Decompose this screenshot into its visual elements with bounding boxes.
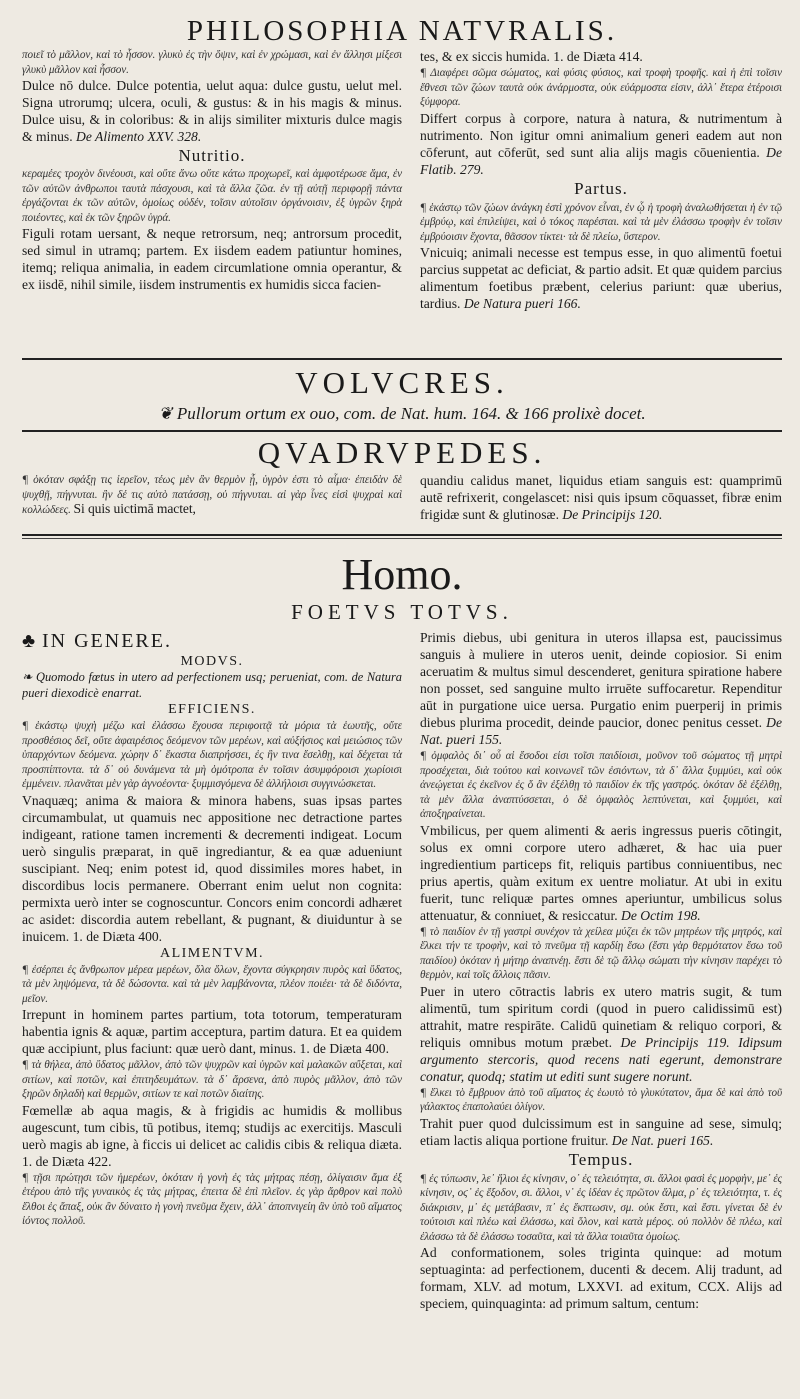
- latin-passage: [420, 983, 782, 1085]
- greek-text: τὸ παιδίον ἐν τῇ γαστρὶ συνέχον τὰ χείλεα μύζει ἐκ τῶν μητρέων τῆς μητρός, καὶ ἕλκει τήν τε τροφὴν, καὶ τὸ πνεῦμα τῇ καρδίῃ ἔσω (ἔστι γὰρ θερμότατον ἔσω τοῦ παιδίου) ὁκόταν ἡ μήτηρ ἀναπνέῃ. ἔστι δὲ τῷ ἄλλῳ σώματι τὴν κίνησιν παρέχει τὸ θερμὸν, καὶ τοῖς ἄλλοις πᾶσιν.: [420, 925, 782, 981]
- latin-text: Dulce nō dulce. Dulce potentia, uelut aqua: dulce gustu, uelut mel. Signa utrorumq; ulcera, oculi, & gustus: & in his magis & minus. Dulce uisu, & in coloribus: & in alijs similiter mixturis dulce magis & minus.: [22, 78, 402, 144]
- divider-rule: [22, 430, 782, 432]
- clover-icon: ♣: [22, 630, 38, 652]
- subsection-title-foetus: FOETVS TOTVS.: [291, 600, 513, 624]
- greek-text: ὁκόταν σφάξῃ τις ἱερεῖον, τέως μὲν ἂν θερμὸν ᾖ, ὑγρὸν ἐστι τὸ αἷμα· ἐπειδὰν δὲ ψυχθῇ, πήγνυται. ἢν δέ τις αὐτὸ πατάσσῃ, οὐ πήγνυται. αἱ γὰρ ἶνες εἰσὶ ψυχραὶ καὶ κολλώδεες.: [22, 474, 402, 516]
- homo-columns: [22, 629, 782, 1399]
- latin-passage: Ad conformationem, soles triginta quinque: ad motum septuaginta: ad perfectionem, ducenti & decem. Alij tradunt, ad formam, XLV. ad motum, LXXVI. ad exitum, CCX. Alijs ad speciem, quinquaginta: ad primum saltum, centum:: [420, 1245, 782, 1311]
- quadrupedes-right: [420, 472, 782, 524]
- latin-text: quandiu calidus manet, liquidus etiam sanguis est: quamprimū autē refrixerit, congelascet: nisi quis ipsum cōquasset, fibræ enim frigidæ sunt & glutinosæ.: [420, 473, 782, 522]
- citation: 1. de Diæta 400.: [72, 928, 163, 944]
- latin-passage: [420, 822, 782, 924]
- greek-passage: [420, 1085, 782, 1115]
- greek-passage: [22, 1057, 402, 1102]
- quadrupedes-columns: [22, 472, 782, 524]
- heading-modus: MODVS.: [180, 654, 244, 669]
- latin-text: Si quis uictimā mactet,: [73, 501, 196, 516]
- greek-text: ὀμφαλὸς δι᾽ οὗ αἱ ἔσοδοι εἰσι τοῖσι παιδίοισι, μοῦνον τοῦ σώματος τῇ μητρὶ προσέχεται, διὰ τούτου καὶ κοινωνεῖ τῶν ἐσιόντων, τὰ δ᾽ ἄλλα ξυμμύει, καὶ οὐκ ἀνεῴγεται ἐς ἐκεῖνον ἐς ὅ ἂν ἐξέλθῃ τὸ παιδίον ἐκ τῆς γαστρός. ὁκόταν δὲ ἐξέλθῃ, τὰ μὲν ἄλλα ἀναπτύσσεται, ὁ δὲ ὀμφαλὸς λεπτύνεται, καὶ ξυμμύει, καὶ ἀποξηραίνεται.: [420, 750, 782, 820]
- latin-text: tes, & ex siccis humida.: [420, 49, 550, 64]
- greek-passage: [420, 1171, 782, 1245]
- divider-rule: [22, 358, 782, 360]
- latin-passage: [22, 77, 402, 145]
- pilcrow-icon: ¶: [420, 1084, 431, 1099]
- divider-rule-thin: [22, 538, 782, 539]
- fleuron-icon: ❧: [22, 670, 36, 684]
- heading-in-genere: [22, 629, 402, 653]
- latin-text: Primis diebus, ubi genitura in uteros illapsa est, paucissimus sanguis à muliere in uteros uenit, deinde copiosior. Si enim aceruatim & multus simul descenderet, genitura spiratione habere non posset, sed sanguine multo irruēte suffocaretur. Rependitur aūt in purgatione uice uersa. Purgatio enim puerperij in primis diebus plurima procedit, deinde paucior, donec penitus cesset.: [420, 630, 782, 730]
- volucres-note: [22, 402, 782, 426]
- modus-note-text: Quomodo fœtus in utero ad perfectionem usq; perueniat, com. de Natura pueri diexodicè enarrat.: [22, 670, 402, 700]
- latin-passage: [420, 472, 782, 523]
- latin-text: Vmbilicus, per quem alimenti & aeris ingressus pueris cōtingit, solus ex omni corpore utero adhæret, & hac uia puer ingredientium particeps fit, reliquis partibus conniuentibus, nec prius apertis, quàm exitum ex uentre moliatur. At ubi in exitu fuerit, tunc reliquæ partes omnes aperiuntur, umbilicus solus attenuatur, & conniuet, & resiccatur.: [420, 822, 782, 923]
- pilcrow-icon: ¶: [420, 65, 431, 79]
- latin-passage: [420, 110, 782, 178]
- pilcrow-icon: ¶: [22, 1169, 33, 1184]
- heading-efficiens: EFFICIENS.: [168, 702, 256, 717]
- citation: De Natura pueri 166.: [463, 296, 581, 311]
- homo-left-column: [22, 629, 402, 1399]
- citation: De Nat. pueri 155.: [420, 715, 782, 747]
- section-title-volucres: VOLVCRES.: [295, 365, 509, 400]
- greek-text: ἐσέρπει ἐς ἄνθρωπον μέρεα μερέων, ὅλα ὅλων, ἔχοντα σύγκρησιν πυρὸς καὶ ὕδατος, τὰ μὲν ληψόμενα, τὰ δὲ δώσοντα. καὶ τὰ μὲν λαμβάνοντα, πλέον ποιέει· τὰ δὲ διδόντα, μεῖον.: [22, 963, 402, 1005]
- heading-partus: Partus.: [574, 178, 628, 198]
- greek-text: Διαφέρει σῶμα σώματος, καὶ φύσις φύσιος, καὶ τροφὴ τροφῆς. καὶ ἡ ἐπὶ τοῖσιν ἔθνεσι τῶν ζώων ταυτὰ οὐκ ἀνάρμοστα, οὐκ εὐάρμοστα εἰσιν, ἀλλ᾽ ἕτερα ἑτέροισι ξύμφορα.: [420, 67, 782, 108]
- running-head: PHILOSOPHIA NATVRALIS.: [186, 15, 618, 47]
- latin-passage: [22, 1102, 402, 1170]
- homo-right-column: [420, 629, 782, 1399]
- top-right-column: [420, 48, 782, 340]
- quadrupedes-left: [22, 472, 402, 524]
- heading-tempus: Tempus.: [568, 1149, 634, 1169]
- latin-passage: [420, 48, 782, 65]
- greek-passage: [420, 200, 782, 245]
- greek-text: ἑκάστῳ ψυχὴ μέζω καὶ ἐλάσσω ἔχουσα περιφοιτᾷ τὰ μόρια τὰ ἑωυτῆς, οὔτε προσθέσιος δεῖ, οὔτε ἀφαιρέσιος δεόμενον τῶν μερέων, καὶ αὐξήσιος καὶ μειώσιος τῶν ὑπαρχόντων δεόμενα. χώρην δ᾽ ἕκαστα διαπρήσσει, ἐς ἣν τινα ἔσελθῃ, καὶ δέχεται τὰ προσπίπτοντα. τὰ δ᾽ οὐ δυνάμενα τὰ μὴ ὁμότροπα ἐν τοῖσιν ἀσυμφόροισι χωρίοισι ἐμμένειν. πλανᾶται μὲν γὰρ ἀγνοέοντα· ξυμμισγόμενα δὲ ἀλλήλοισι συγγινώσκεται.: [22, 720, 402, 790]
- latin-text: Vnaquæq; anima & maiora & minora habens, suas ipsas partes circumambulat, ut quamuis nec appositione nec detractione partes indigeant, ratione tamen incrementi & decrementi indigeat. Locum uerò singulis præparat, in quē ingrediantur, & ea quæ adueniunt suscipiant. Neq; enim potest id, quod dissimiles mores habet, in discordibus locis permanere. Oberrant enim uelut non cognita: permixta uerò inter se cognoscuntur. Concors enim concordi adhæret ac asidet: discordia autem rebellant, & pugnant, & diuiduntur à se inuicem.: [22, 792, 402, 944]
- heading-in-genere-text: IN GENERE.: [42, 630, 172, 652]
- citation: De Alimento XXV. 328.: [76, 129, 202, 144]
- greek-passage: [22, 1170, 402, 1229]
- citation: De Nat. pueri 165.: [611, 1132, 714, 1148]
- greek-text: ἑκάστῳ τῶν ζώων ἀνάγκη ἐστὶ χρόνον εἶναι, ἐν ᾧ ἡ τροφὴ ἀναλωθήσεται ἡ ἐν τῷ ἐμβρύῳ, καὶ ἐπιλείψει, καὶ ὁ τόκος παρέσται. καὶ τὰ μὲν ἐλάσσω τροφὴν ἐν τοῖσιν ἐμβρύοισιν ἔχοντα, θᾶσσον τίκτει· τὰ δὲ πλείω, ὕστερον.: [420, 201, 782, 243]
- pilcrow-icon: ¶: [420, 923, 430, 938]
- pilcrow-icon: ¶: [420, 1170, 430, 1185]
- latin-passage: [420, 1115, 782, 1149]
- pilcrow-icon: ¶: [22, 1057, 32, 1071]
- citation: De Octim 198.: [621, 907, 701, 923]
- greek-passage: [420, 65, 782, 110]
- section-title-homo: Homo.: [341, 550, 463, 599]
- pilcrow-icon: ¶: [22, 472, 34, 486]
- citation: 1. de Diæta 414.: [553, 49, 643, 64]
- latin-passage: [22, 1006, 402, 1057]
- greek-passage: κεραμέες τροχὸν δινέουσι, καὶ οὔτε ἄνω οὔτε κάτω προχωρεῖ, καὶ ἀμφοτέρωσε ἅμα, ἐν τῶν αὐτῶν ἀνθρωποι ταυτὰ πάσχουσι, καὶ τὰ ἄλλα ζῶα. ἐν τῇ αὐτῇ περιφορῇ πάντα ἐργάζονται ἐκ τῶν αὐτῶν, ὁμοίως οὐδέν, τοῖσιν αὐτοῖσιν ὀργάνοισιν, ἐξ ὑγρῶν ξηρὰ ποιέοντες, καὶ ἐκ τῶν ξηρῶν ὑγρά.: [22, 168, 402, 224]
- greek-passage: [22, 718, 402, 792]
- latin-text: Puer in utero cōtractis labris ex utero matris sugit, & tum alimentū, tum spiritum cordi (quod in puero calidissimū est) attrahit, matre respirāte. Calidū quinetiam & reliquo corpori, & reliquis omnibus motum præbet.: [420, 983, 782, 1050]
- latin-text: Irrepunt in hominem partes partium, tota totorum, temperaturam habentia ignis & aquæ, partim acceptura, partim datura. Et ea quidem quæ accipiunt, plus faciunt: quæ uerò dant, minus.: [22, 1007, 402, 1056]
- latin-passage: Figuli rotam uersant, & neque retrorsum, neq; antrorsum procedit, sed simul in utramq; partem. Ex iisdem eadem patiuntur homines, itemq; reliqua animalia, in eadem circumlatione omnia operantur, & ex iisdē, nihil simile, iisdem instrumentis ex humidis sicca facien-: [22, 226, 402, 292]
- latin-passage: [420, 629, 782, 748]
- top-columns: [22, 48, 782, 340]
- latin-text: Trahit puer quod dulcissimum est in sanguine ad sese, simulq; etiam lactis aliqua portione fruitur.: [420, 1115, 782, 1148]
- pilcrow-icon: ¶: [22, 718, 36, 732]
- heading-nutritio: Nutritio.: [178, 146, 246, 165]
- latin-text: Fœmellæ ab aqua magis, & à frigidis ac humidis & mollibus augescunt, tum cibis, tū potibus, itemq; studijs ac exercitijs. Masculi uerò magis ab igne, à ficcis ui delicet ac calidis cibis & reliqua diæta.: [22, 1102, 402, 1152]
- heading-alimentum: ALIMENTVM.: [159, 945, 265, 961]
- section-title-quadrupedes: QVADRVPEDES.: [257, 435, 547, 470]
- puer-note: Idipsum argumento stercoris, quod recens nati egerunt, demonstrare conatur, quodq; statim ut editi sunt sugere norunt.: [420, 1034, 782, 1084]
- greek-passage: [22, 962, 402, 1007]
- latin-text: Differt corpus à corpore, natura à natura, & nutrimentum à nutrimento. Non igitur omni animalium generi eadem aut non cōferunt, aut cōferūt, sed sunt alia alijs magis cōuenientia.: [420, 110, 782, 160]
- latin-passage: [420, 244, 782, 312]
- greek-passage: [22, 472, 402, 518]
- book-page: [22, 0, 782, 1377]
- pilcrow-icon: ¶: [22, 961, 32, 976]
- modus-note: [22, 670, 402, 701]
- citation: 1. de Diæta 400.: [299, 1041, 389, 1056]
- greek-passage: [420, 924, 782, 983]
- greek-text: τὰ θήλεα, ἀπὸ ὕδατος μᾶλλον, ἀπὸ τῶν ψυχρῶν καὶ ὑγρῶν καὶ μαλακῶν αὔξεται, καὶ σιτίων, καὶ ποτῶν, καὶ ἐπιτηδευμάτων. τὰ δ᾽ ἄρσενα, ἀπὸ πυρὸς μᾶλλον, ἀπὸ τῶν ξηρῶν δηλαδὴ καὶ θερμῶν, σιτίων τε καὶ ποτῶν διαίτης.: [22, 1059, 403, 1100]
- volucres-note-text: Pullorum ortum ex ouo, com. de Nat. hum. 164. & 166 prolixè docet.: [176, 404, 646, 423]
- citation: De Principijs 119.: [620, 1034, 730, 1050]
- greek-text: ἕλκει τὸ ἔμβρυον ἀπὸ τοῦ αἵματος ἐς ἑωυτὸ τὸ γλυκύτατον, ἅμα δὲ καὶ ἀπὸ τοῦ γάλακτος ἐπαπολαύει ὀλίγον.: [420, 1086, 782, 1113]
- citation: 1. de Diæta 422.: [22, 1153, 112, 1169]
- fleuron-icon: ❦: [158, 404, 177, 423]
- top-left-column: [22, 48, 402, 340]
- citation: De Principijs 120.: [562, 507, 663, 522]
- greek-text: τῇσι πρώτῃσι τῶν ἡμερέων, ὁκόταν ἡ γονὴ ἐς τὰς μήτρας πέσῃ, ὀλίγαισιν ἅμα ἐξ ἑτέρου ἀπὸ τῆς γυναικὸς ἐς τὰς μήτρας, ἐπειτα δὲ ἐπὶ πλεῖον. ἐς γὰρ ἄρθρον καὶ πολὺ ἔλθοι ἐς ἅπαξ, οὐκ ἂν δύναιτο ἡ γονὴ πνεῦμα ἔχειν, ἀλλ᾽ ἀποπνιγείη ἂν ὑπὸ τοῦ αἵματος ἰόντος πολλοῦ.: [22, 1171, 403, 1227]
- divider-rule: [22, 534, 782, 536]
- pilcrow-icon: ¶: [420, 748, 432, 762]
- greek-passage: [420, 748, 782, 822]
- greek-passage: ποιεῖ τὸ μᾶλλον, καὶ τὸ ἧσσον. γλυκὺ ἐς τὴν ὄψιν, καὶ ἐν χρώμασι, καὶ ἐν ἄλλησι μίξεσι γλυκὺ μᾶλλον καὶ ἧσσον.: [22, 49, 402, 76]
- citation: De Flatib. 279.: [420, 144, 782, 177]
- latin-text: Vnicuiq; animali necesse est tempus esse, in quo alimentū foetui parcius suppetat ac deficiat, & partio adsit. Et quæ quidem parcius alimentum foetibus præbent, celerius pariunt: quæ uberius, tardius.: [420, 245, 782, 311]
- pilcrow-icon: ¶: [420, 199, 430, 214]
- greek-text: ἐς τύπωσιν, λε᾽ ἥλιοι ἐς κίνησιν, ο᾽ ἐς τελειότητα, σι. ἄλλοι φασὶ ἐς μορφὴν, με᾽ ἐς κίνησιν, οϛ᾽ ἐς ἔξοδον, σι. ἄλλοι, ν᾽ ἐς ἰδέαν ἐς πρῶτον ἅλμα, ρ᾽ ἐς τελειότητα, τ. ἐς διάκρισιν, μ᾽ ἐς μετάβασιν, π᾽ ἐς ἔκπτωσιν, σμ. οὐκ ἔστι, καὶ ἔστι. γίνεται δὲ ἐν τούτοισι καὶ πλέω καὶ ἐλάσσω, καὶ ὅλον, καὶ κατὰ μέρος. οὐ πολλὸν δὲ πλέω, καὶ ἐλάσσω τὰ δὲ ἐλάσσω τοσαῦτα, καὶ τὰ ἄλλα τοιαῦτα ὁμοίως.: [420, 1172, 782, 1243]
- latin-passage: [22, 792, 402, 945]
